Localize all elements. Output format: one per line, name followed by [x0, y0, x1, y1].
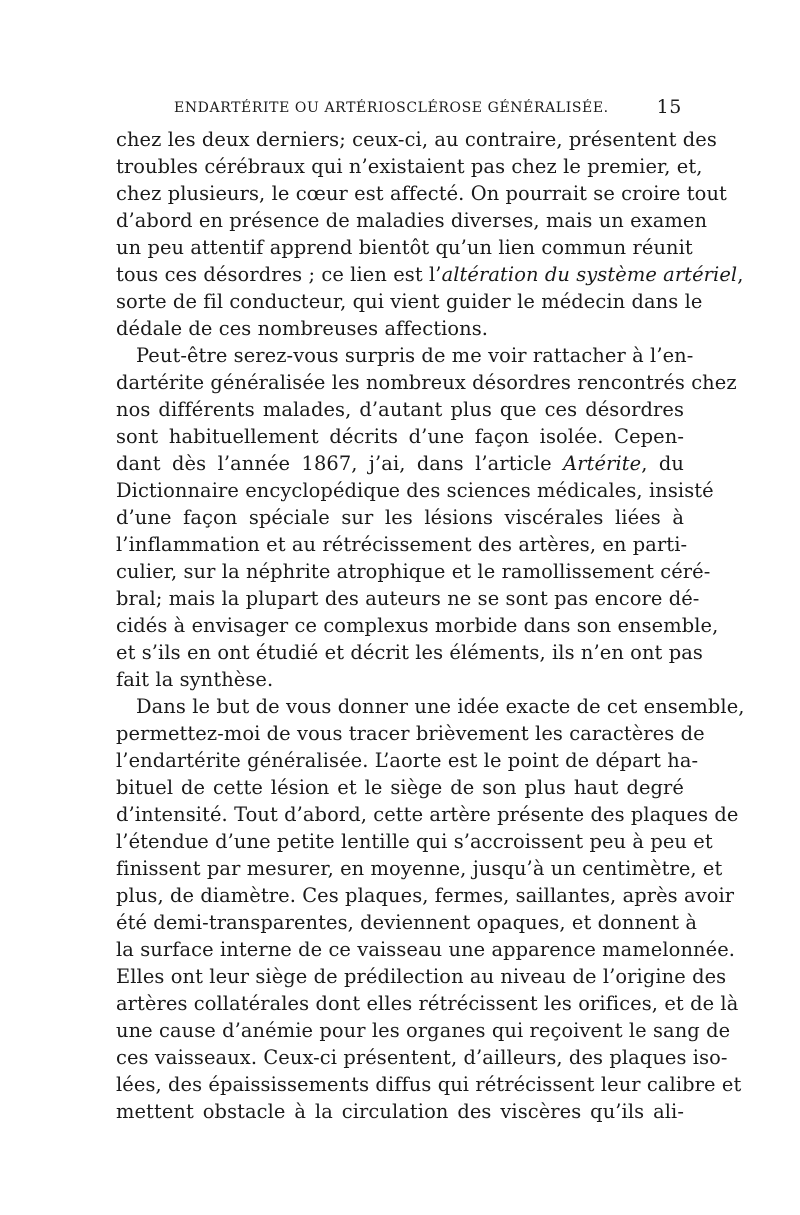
- body-text: [116, 126, 745, 1125]
- text-line: [116, 261, 744, 288]
- text-run: dant dès l’année 1867, j’ai, dans l’article: [116, 452, 564, 475]
- text-line: troubles cérébraux qui n’existaient pas chez le premier, et,: [116, 155, 703, 178]
- text-line: une cause d’anémie pour les organes qui reçoivent le sang de: [116, 1019, 731, 1042]
- text-line: chez plusieurs, le cœur est affecté. On pourrait se croire tout: [116, 182, 727, 205]
- text-line: sont habituellement décrits d’une façon isolée. Cepen-: [116, 425, 684, 448]
- text-line: bituel de cette lésion et le siège de son plus haut degré: [116, 776, 684, 799]
- text-run: tous ces désordres ; ce lien est l’: [116, 263, 442, 286]
- page-number: 15: [656, 96, 682, 118]
- text-line: ces vaisseaux. Ceux-ci présentent, d’ailleurs, des plaques iso-: [116, 1046, 728, 1069]
- text-line: d’une façon spéciale sur les lésions viscérales liées à: [116, 506, 684, 529]
- text-line: chez les deux derniers; ceux-ci, au contraire, présentent des: [116, 128, 717, 151]
- italic-phrase: Artérite: [563, 452, 642, 475]
- text-line: l’inflammation et au rétrécissement des artères, en parti-: [116, 533, 688, 556]
- text-line: permettez-moi de vous tracer brièvement les caractères de: [116, 722, 705, 745]
- running-head: [116, 96, 684, 126]
- text-line: la surface interne de ce vaisseau une apparence mamelonnée.: [116, 938, 736, 961]
- text-line: culier, sur la néphrite atrophique et le ramollissement céré-: [116, 560, 711, 583]
- text-line: été demi-transparentes, deviennent opaques, et donnent à: [116, 911, 698, 934]
- text-line: plus, de diamètre. Ces plaques, fermes, saillantes, après avoir: [116, 884, 735, 907]
- text-line: Dictionnaire encyclopédique des sciences médicales, insisté: [116, 479, 714, 502]
- text-line: finissent par mesurer, en moyenne, jusqu’à un centimètre, et: [116, 857, 723, 880]
- text-line: mettent obstacle à la circulation des viscères qu’ils ali-: [116, 1100, 684, 1123]
- text-run: , du: [641, 452, 684, 475]
- text-line: et s’ils en ont étudié et décrit les éléments, ils n’en ont pas: [116, 641, 703, 664]
- text-line: cidés à envisager ce complexus morbide dans son ensemble,: [116, 614, 719, 637]
- italic-phrase: altération du système artériel: [441, 263, 738, 286]
- text-line: [116, 450, 684, 477]
- text-line: d’abord en présence de maladies diverses, mais un examen: [116, 209, 708, 232]
- text-line: sorte de fil conducteur, qui vient guider le médecin dans le: [116, 290, 703, 313]
- text-line: fait la synthèse.: [116, 668, 274, 691]
- book-page: [116, 96, 745, 1125]
- text-line: un peu attentif apprend bientôt qu’un lien commun réunit: [116, 236, 693, 259]
- text-line: nos différents malades, d’autant plus que ces désordres: [116, 398, 684, 421]
- text-line: artères collatérales dont elles rétrécissent les orifices, et de là: [116, 992, 739, 1015]
- text-line: Dans le but de vous donner une idée exacte de cet ensemble,: [136, 695, 745, 718]
- text-line: d’intensité. Tout d’abord, cette artère présente des plaques de: [116, 803, 739, 826]
- text-line: bral; mais la plupart des auteurs ne se sont pas encore dé-: [116, 587, 700, 610]
- text-line: Elles ont leur siège de prédilection au niveau de l’origine des: [116, 965, 727, 988]
- running-head-title: ENDARTÉRITE OU ARTÉRIOSCLÉROSE GÉNÉRALISÉE.: [174, 100, 609, 116]
- text-line: l’endartérite généralisée. L’aorte est le point de départ ha-: [116, 749, 699, 772]
- text-line: Peut-être serez-vous surpris de me voir rattacher à l’en-: [136, 344, 694, 367]
- text-line: l’étendue d’une petite lentille qui s’accroissent peu à peu et: [116, 830, 713, 853]
- text-line: dédale de ces nombreuses affections.: [116, 317, 489, 340]
- text-line: lées, des épaississements diffus qui rétrécissent leur calibre et: [116, 1073, 742, 1096]
- text-line: dartérite généralisée les nombreux désordres rencontrés chez: [116, 371, 737, 394]
- text-run: ,: [737, 263, 744, 286]
